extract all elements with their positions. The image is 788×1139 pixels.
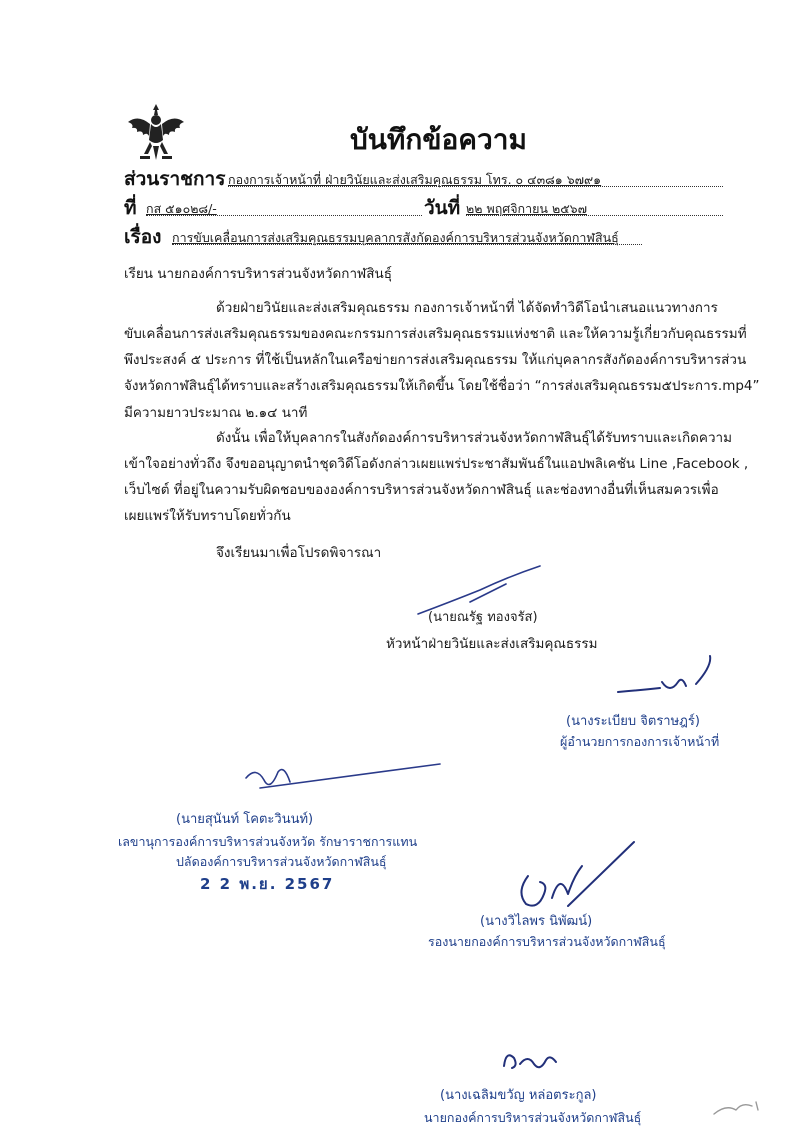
department-dotted-line: [228, 186, 723, 187]
paragraph-1-line: จังหวัดกาฬสินธุ์ได้ทราบและสร้างเสริมคุณธรรมให้เกิดขึ้น โดยใช้ชื่อว่า “การส่งเสริมคุณธรรม๕ประการ.mp4”: [124, 378, 760, 394]
subject-label: เรื่อง: [124, 226, 162, 248]
paragraph-1-line: พึงประสงค์ ๕ ประการ ที่ใช้เป็นหลักในเครือข่ายการส่งเสริมคุณธรรม ให้แก่บุคลากรสังกัดองค์การบริหารส่วน: [124, 352, 747, 368]
subject-value: การขับเคลื่อนการส่งเสริมคุณธรรมบุคลากรสังกัดองค์การบริหารส่วนจังหวัดกาฬสินธุ์: [172, 230, 619, 245]
signature-3-name: (นายสุนันท์ โคตะวินนท์): [176, 812, 314, 827]
paragraph-1-line: ด้วยฝ่ายวินัยและส่งเสริมคุณธรรม กองการเจ้าหน้าที่ ได้จัดทำวิดีโอนำเสนอแนวทางการ: [216, 300, 718, 316]
closing-line: จึงเรียนมาเพื่อโปรดพิจารณา: [216, 545, 382, 561]
paragraph-1-line: มีความยาวประมาณ ๒.๑๔ นาที: [124, 405, 308, 421]
paragraph-1-line: ขับเคลื่อนการส่งเสริมคุณธรรมของคณะกรรมการส่งเสริมคุณธรรมแห่งชาติ และให้ความรู้เกี่ยวกับคุณธรรมที่: [124, 326, 747, 342]
ref-label: ที่: [124, 197, 137, 219]
signature-2-position: ผู้อำนวยการกองการเจ้าหน้าที่: [560, 734, 720, 749]
salutation: เรียน นายกองค์การบริหารส่วนจังหวัดกาฬสินธุ์: [124, 266, 392, 282]
signature-5-handwriting: [500, 1044, 560, 1074]
date-received-stamp: 2 2 พ.ย. 2567: [200, 875, 335, 893]
date-dotted-line: [466, 215, 723, 216]
signature-5-position: นายกองค์การบริหารส่วนจังหวัดกาฬสินธุ์: [424, 1110, 642, 1125]
signature-2-name: (นางระเบียบ จิตราษฎร์): [566, 714, 700, 729]
subject-dotted-line: [172, 244, 642, 245]
paragraph-2-line: เข้าใจอย่างทั่วถึง จึงขออนุญาตนำชุดวิดีโอดังกล่าวเผยแพร่ประชาสัมพันธ์ในแอปพลิเคชัน Line ,Facebook ,: [124, 456, 749, 472]
date-label: วันที่: [424, 197, 461, 219]
signature-3-handwriting: [240, 762, 440, 802]
signature-3-position-2: ปลัดองค์การบริหารส่วนจังหวัดกาฬสินธุ์: [176, 854, 387, 869]
paragraph-2-line: ดังนั้น เพื่อให้บุคลากรในสังกัดองค์การบริหารส่วนจังหวัดกาฬสินธุ์ได้รับทราบและเกิดความ: [216, 430, 733, 446]
department-label: ส่วนราชการ: [124, 168, 226, 190]
signature-4-position: รองนายกองค์การบริหารส่วนจังหวัดกาฬสินธุ์: [428, 934, 666, 949]
signature-3-position-1: เลขานุการองค์การบริหารส่วนจังหวัด รักษาราชการแทน: [118, 834, 418, 849]
memo-title: บันทึกข้อความ: [350, 123, 527, 156]
date-value: ๒๒ พฤศจิกายน ๒๕๖๗: [466, 201, 587, 216]
faint-ink-mark: [712, 1096, 762, 1118]
signature-4-handwriting: [508, 836, 638, 916]
signature-1-position: หัวหน้าฝ่ายวินัยและส่งเสริมคุณธรรม: [386, 636, 598, 652]
department-value: กองการเจ้าหน้าที่ ฝ่ายวินัยและส่งเสริมคุณธรรม โทร. ๐ ๔๓๘๑ ๖๗๙๑: [228, 172, 602, 187]
garuda-emblem-icon: [124, 100, 188, 164]
signature-1-name: (นายณรัฐ ทองจรัส): [428, 610, 538, 625]
signature-2-handwriting: [612, 652, 722, 702]
ref-dotted-line: [146, 215, 422, 216]
paragraph-2-line: เว็บไซต์ ที่อยู่ในความรับผิดชอบขององค์การบริหารส่วนจังหวัดกาฬสินธุ์ และช่องทางอื่นที่เห็นสมควรเพื่อ: [124, 482, 719, 498]
paragraph-2-line: เผยแพร่ให้รับทราบโดยทั่วกัน: [124, 508, 291, 524]
signature-4-name: (นางวิไลพร นิพัฒน์): [480, 914, 593, 929]
ref-value: กส ๕๑๐๒๘/-: [146, 201, 217, 216]
signature-5-name: (นางเฉลิมขวัญ หล่อตระกูล): [440, 1088, 597, 1103]
